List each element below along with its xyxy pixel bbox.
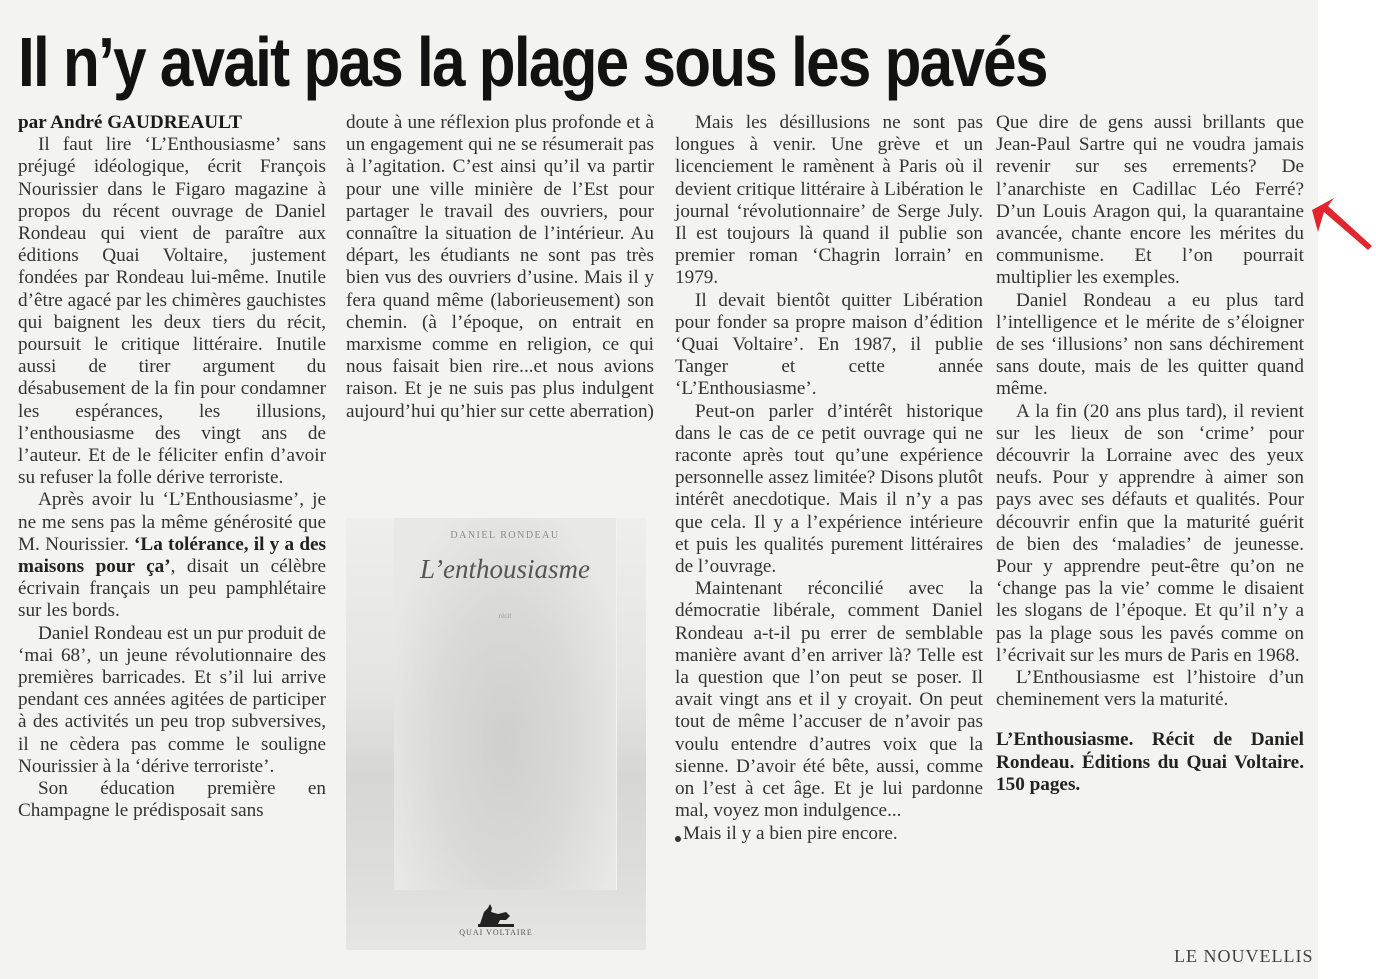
paragraph: Daniel Rondeau a eu plus tard l’intelligence et le mérite de s’éloigner de ses ‘illusions’ non sans déchirement sans doute, mais de les quitter quand même.: [996, 289, 1304, 400]
column-4: [996, 112, 1304, 796]
cover-publisher: QUAI VOLTAIRE: [459, 928, 533, 937]
cover-author: DANIEL RONDEAU: [450, 530, 560, 541]
book-credits: L’Enthousiasme. Récit de Daniel Rondeau. Éditions du Quai Voltaire. 150 pages.: [996, 729, 1304, 795]
book-cover-image: [346, 518, 646, 950]
quote-bold: ‘La tolérance, il y a des maisons pour ça’: [18, 533, 326, 578]
paragraph-text: Après avoir lu ‘L’Enthousiasme’, je ne me sens pas la même générosité que M. Nourissier.: [18, 489, 326, 555]
paragraph-text: , disait un célèbre écrivain français un peu pamphlétaire sur les bords.: [18, 556, 326, 622]
paragraph: [18, 489, 326, 622]
paragraph: doute à une réflexion plus profonde et à un engagement qui ne se résumerait pas à l’agitation. C’est ainsi qu’il va partir pour une ville minière de l’Est pour partager le travail des ouvriers, pour connaître la situation de l’intérieur. Au départ, les étudiants ne sont pas très bien vus des ouvriers d’usine. Mais il y fera quand même (laborieusement) son chemin. (à l’époque, on entrait en marxisme comme en religion, ce qui nous faisait bien rire...et nous avions raison. Et je ne suis pas plus indulgent aujourd’hui qu’hier sur cette aberration): [346, 112, 654, 422]
paragraph-text: Mais il y a bien pire encore.: [683, 822, 898, 844]
paragraph: Il devait bientôt quitter Libération pour fonder sa propre maison d’édition ‘Quai Voltaire’. En 1987, il publie Tanger et cette année ‘L’Enthousiasme’.: [675, 289, 983, 400]
paragraph: Il faut lire ‘L’Enthousiasme’ sans préjugé idéologique, écrit François Nourissier dans le Figaro magazine à propos du récent ouvrage de Daniel Rondeau qui vient de paraître aux éditions Quai Voltaire, justement fondées par Rondeau lui-même. Inutile d’être agacé par les chimères gauchistes qui baignent les deux tiers du récit, poursuit le critique littéraire. Inutile aussi de tirer argument du désabusement de la fin pour condamner les espérances, les illusions, l’enthousiasme des vingt ans de l’auteur. Et de le féliciter enfin d’avoir su refuser la folle dérive terroriste.: [18, 134, 326, 489]
headline: Il n’y avait pas la plage sous les pavés: [18, 23, 1047, 101]
column-1: [18, 112, 326, 823]
paragraph: L’Enthousiasme est l’histoire d’un cheminement vers la maturité.: [996, 667, 1304, 711]
publication-source: LE NOUVELLIS: [1174, 946, 1314, 966]
bullet-icon: [675, 836, 681, 842]
horse-rider-icon: [476, 902, 516, 928]
column-3: [675, 112, 983, 845]
book-cover-panel: [394, 518, 617, 890]
column-2: [346, 112, 654, 423]
paragraph: Daniel Rondeau est un pur produit de ‘mai 68’, un jeune révolutionnaire des premières barricades. Et s’il lui arrive pendant ces années agitées de participer à des activités un peu trop subversives, il ne cèdera pas comme le souligne Nourissier à la ‘dérive terroriste’.: [18, 622, 326, 777]
paragraph: Que dire de gens aussi brillants que Jean-Paul Sartre qui ne voudra jamais revenir sur ses errements? De l’anarchiste en Cadillac Léo Ferré? D’un Louis Aragon qui, la quarantaine avancée, chante encore les mérites du communisme. Et l’on pourrait multiplier les exemples.: [996, 112, 1304, 289]
paragraph: Mais les désillusions ne sont pas longues à venir. Une grève et un licenciement le ramènent à Paris où il devient critique littéraire à Libération le journal ‘révolutionnaire’ de Serge July. Il est toujours là quand il publie son premier roman ‘Chagrin lorrain’ en 1979.: [675, 112, 983, 289]
cover-genre: récit: [498, 612, 512, 620]
paragraph: Son éducation première en Champagne le prédisposait sans: [18, 778, 326, 822]
paragraph: A la fin (20 ans plus tard), il revient sur les lieux de son ‘crime’ pour découvrir la Lorraine avec des yeux neufs. Pour y apprendre à aimer son pays avec ses défauts et qualités. Pour découvrir enfin que la maturité guérit de bien des ‘maladies’ de jeunesse. Pour y apprendre peut-être qu’on ne ‘change pas la vie’ comme le disaient les slogans de l’époque. Et qu’il n’y a pas la plage sous les pavés comme on l’écrivait sur les murs de Paris en 1968.: [996, 400, 1304, 666]
paragraph: Maintenant réconcilié avec la démocratie libérale, comment Daniel Rondeau a-t-il pu errer de semblable manière avant d’en arriver là? Telle est la question que l’on peut se poser. Il avait vingt ans et il y croyait. On peut tout de même l’accuser de n’avoir pas voulu entendre d’autres voix que la sienne. D’avoir été bête, aussi, comme on l’est à cet âge. Et je lui pardonne mal, voyez mon indulgence...: [675, 578, 983, 822]
red-arrow-icon: [1308, 196, 1374, 252]
paragraph: Peut-on parler d’intérêt historique dans le cas de ce petit ouvrage qui ne raconte après tout qu’une expérience personnelle assez limitée? Disons plutôt intérêt anecdotique. Mais il n’y a pas que cela. Il y a l’expérience intérieure et puis les qualités purement littéraires de l’ouvrage.: [675, 400, 983, 578]
byline: par André GAUDREAULT: [18, 112, 242, 133]
paragraph: [675, 823, 983, 845]
cover-title: L’enthousiasme: [420, 554, 590, 584]
